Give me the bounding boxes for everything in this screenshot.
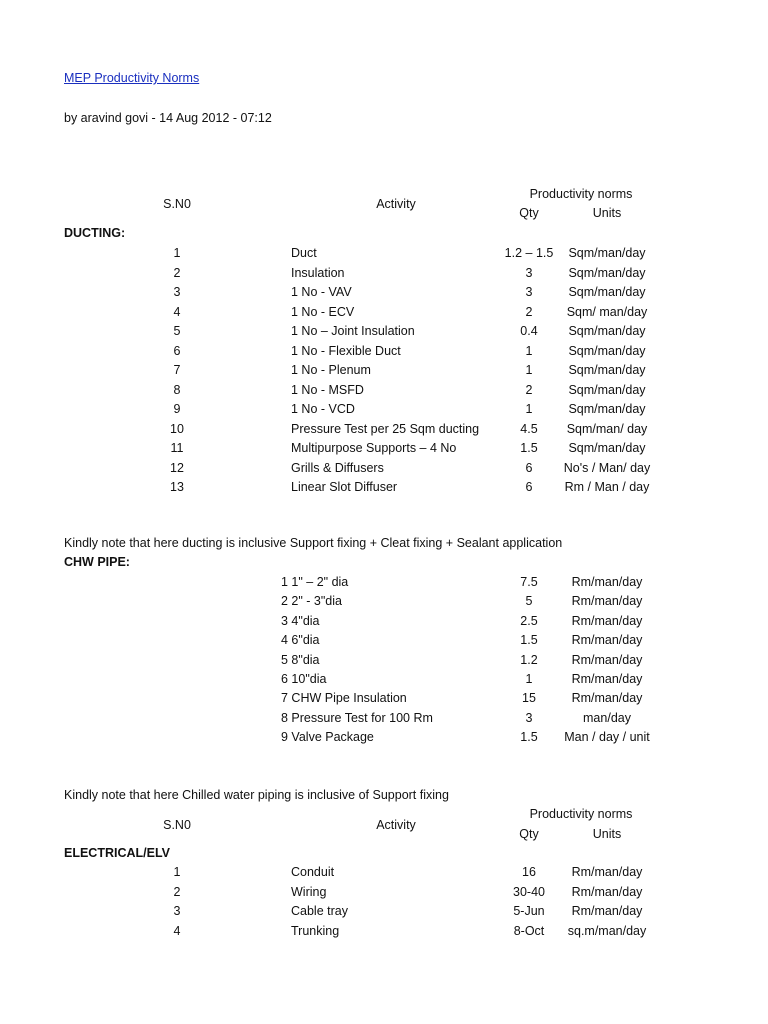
ducting-row-units: Sqm/man/day [568,402,646,416]
ducting-row-qty: 4.5 [520,421,538,436]
ducting-row-sno: 9 [173,402,181,416]
chw-row-qty: 15 [522,691,536,706]
chw-row-qty: 5 [525,594,533,609]
header-units: Units [592,206,622,220]
chw-row-units: Man / day / unit [564,730,650,745]
ducting-row-units: Sqm/man/day [568,441,646,455]
ducting-row-activity: Pressure Test per 25 Sqm ducting [291,421,480,436]
electrical-row-qty: 8-Oct [513,924,545,939]
electrical-row-units: Rm/man/day [571,865,643,879]
ducting-row-activity: 1 No - VCD [291,402,355,416]
chw-row-item: 5 8"dia [281,652,320,667]
ducting-row-units: Sqm/man/day [568,382,646,397]
ducting-row-activity: 1 No - Flexible Duct [291,343,401,358]
chw-row-item: 4 6"dia [281,633,320,648]
ducting-row-qty: 1.2 – 1.5 [504,246,554,260]
electrical-row-sno: 1 [173,865,181,879]
electrical-row-activity: Wiring [291,884,327,899]
ducting-row-sno: 5 [173,324,181,338]
ducting-row-qty: 3 [525,265,533,280]
header-activity: Activity [376,197,416,211]
chw-row-item: 1 1" – 2" dia [281,575,349,589]
chw-row-qty: 2.5 [520,613,538,628]
ducting-row-qty: 1.5 [520,441,538,455]
ducting-row-activity: Insulation [291,265,345,280]
header-qty-2: Qty [519,827,539,841]
electrical-row-qty: 30-40 [513,884,545,899]
chw-row-qty: 1.5 [520,730,538,745]
electrical-row-sno: 4 [173,924,181,939]
electrical-row-activity: Trunking [291,924,340,939]
ducting-row-units: Rm / Man / day [564,480,650,494]
ducting-row-activity: 1 No - MSFD [291,382,364,397]
ducting-note: Kindly note that here ducting is inclusive Support fixing + Cleat fixing + Sealant application [64,536,563,550]
section-heading-chw-pipe: CHW PIPE: [64,555,130,569]
ducting-row-units: Sqm/man/day [568,246,646,260]
ducting-row-sno: 3 [173,285,181,299]
ducting-row-units: Sqm/man/day [568,363,646,377]
chw-row-units: man/day [583,710,631,725]
ducting-row-activity: Duct [291,246,317,260]
chw-row-qty: 1 [525,672,533,686]
ducting-row-units: Sqm/ man/day [566,304,648,319]
chw-note: Kindly note that here Chilled water piping is inclusive of Support fixing [64,788,449,802]
electrical-row-units: Rm/man/day [571,904,643,919]
chw-row-units: Rm/man/day [571,575,643,589]
chw-row-item: 3 4"dia [281,613,320,628]
ducting-row-qty: 6 [525,480,533,494]
ducting-row-activity: 1 No - VAV [291,285,352,299]
chw-row-units: Rm/man/day [571,633,643,648]
ducting-row-qty: 6 [525,460,533,475]
chw-row-item: 9 Valve Package [281,730,374,745]
chw-row-units: Rm/man/day [571,594,643,609]
header-productivity-norms-2: Productivity norms [529,807,633,821]
chw-row-qty: 1.2 [520,652,538,667]
header-activity-2: Activity [376,818,416,832]
ducting-row-activity: Linear Slot Diffuser [291,480,398,494]
electrical-row-sno: 2 [173,884,181,899]
header-sno: S.N0 [163,197,191,211]
ducting-row-activity: Multipurpose Supports – 4 No [291,441,457,455]
ducting-row-units: Sqm/man/day [568,324,646,338]
header-productivity-norms: Productivity norms [529,187,633,201]
electrical-row-activity: Conduit [291,865,335,879]
chw-row-units: Rm/man/day [571,652,643,667]
ducting-row-activity: 1 No - ECV [291,304,355,319]
chw-row-qty: 3 [525,710,533,725]
ducting-row-units: Sqm/man/day [568,265,646,280]
electrical-row-qty: 5-Jun [513,904,545,919]
ducting-row-sno: 10 [170,421,184,436]
chw-row-item: 2 2" - 3"dia [281,594,342,609]
ducting-row-units: No's / Man/ day [563,460,651,475]
ducting-row-sno: 2 [173,265,181,280]
ducting-row-qty: 3 [525,285,533,299]
ducting-row-qty: 1 [525,402,533,416]
ducting-row-qty: 1 [525,343,533,358]
ducting-row-sno: 13 [170,480,184,494]
ducting-row-units: Sqm/man/day [568,285,646,299]
ducting-row-activity: 1 No - Plenum [291,363,371,377]
chw-row-item: 6 10"dia [281,672,327,686]
electrical-row-units: Rm/man/day [571,884,643,899]
ducting-row-qty: 2 [525,304,533,319]
header-sno-2: S.N0 [163,818,191,832]
ducting-row-sno: 8 [173,382,181,397]
electrical-row-activity: Cable tray [291,904,348,919]
ducting-row-activity: Grills & Diffusers [291,460,384,475]
ducting-row-qty: 2 [525,382,533,397]
chw-row-units: Rm/man/day [571,672,643,686]
chw-row-qty: 7.5 [520,575,538,589]
header-units-2: Units [592,827,622,841]
chw-row-item: 8 Pressure Test for 100 Rm [281,710,433,725]
section-heading-electrical: ELECTRICAL/ELV [64,846,171,860]
electrical-row-sno: 3 [173,904,181,919]
ducting-row-sno: 11 [170,441,184,455]
chw-row-units: Rm/man/day [571,613,643,628]
chw-row-qty: 1.5 [520,633,538,648]
ducting-row-sno: 4 [173,304,181,319]
ducting-row-sno: 7 [173,363,181,377]
byline: by aravind govi - 14 Aug 2012 - 07:12 [64,111,272,125]
chw-row-item: 7 CHW Pipe Insulation [281,691,407,706]
electrical-row-units: sq.m/man/day [567,924,647,939]
ducting-row-units: Sqm/man/ day [566,421,648,436]
ducting-row-sno: 6 [173,343,181,358]
chw-row-units: Rm/man/day [571,691,643,706]
ducting-row-sno: 12 [170,460,184,475]
ducting-row-qty: 1 [525,363,533,377]
ducting-row-units: Sqm/man/day [568,343,646,358]
ducting-row-activity: 1 No – Joint Insulation [291,324,415,338]
ducting-row-sno: 1 [173,246,181,260]
electrical-row-qty: 16 [522,865,536,879]
header-qty: Qty [519,206,539,220]
page-title-link[interactable]: MEP Productivity Norms [64,71,200,85]
section-heading-ducting: DUCTING: [64,226,126,240]
ducting-row-qty: 0.4 [520,324,538,338]
